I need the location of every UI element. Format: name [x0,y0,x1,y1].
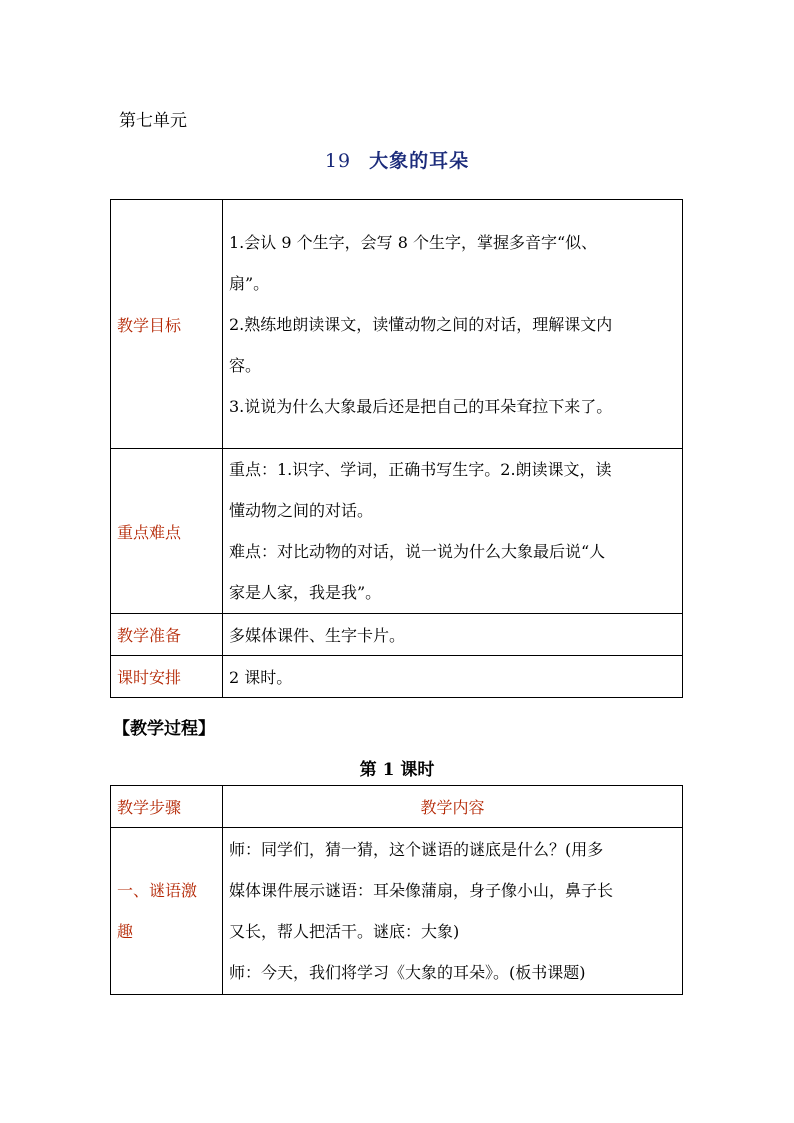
step-row [111,828,683,995]
key-points-label: 重点难点 [111,449,223,614]
goals-line: 2.熟练地朗读课文，读懂动物之间的对话，理解课文内 [229,314,613,334]
process-heading: 【教学过程】 [113,719,215,739]
schedule-label: 课时安排 [111,656,223,698]
lesson-number: 19 [324,150,352,172]
key-points-content [223,449,683,614]
step-content-line: 师：今天，我们将学习《大象的耳朵》。(板书课题) [229,963,586,982]
step-content [223,828,683,995]
preparation-label: 教学准备 [111,614,223,656]
goals-line: 扇”。 [229,273,270,293]
preparation-row [111,614,683,656]
content-column-header: 教学内容 [223,786,683,828]
overview-table [110,199,683,698]
key-line: 重点：1.识字、学词，正确书写生字。2.朗读课文，读 [229,460,612,479]
goals-row [111,200,683,449]
preparation-content: 多媒体课件、生字卡片。 [223,614,683,656]
step-content-line: 媒体课件展示谜语：耳朵像蒲扇，身子像小山，鼻子长 [229,881,614,900]
goals-content [223,200,683,449]
step-label-line: 趣 [117,922,134,941]
step-label [111,828,223,995]
lesson-title [0,146,794,173]
lesson-title-text: 大象的耳朵 [369,150,470,172]
goals-line: 3.说说为什么大象最后还是把自己的耳朵耷拉下来了。 [229,396,613,416]
schedule-row [111,656,683,698]
key-line: 难点：对比动物的对话，说一说为什么大象最后说“人 [229,542,606,561]
step-label-line: 一、谜语激 [117,881,198,900]
step-column-header: 教学步骤 [111,786,223,828]
goals-label: 教学目标 [111,200,223,449]
process-table [110,785,683,995]
unit-label: 第七单元 [119,111,187,131]
schedule-content: 2 课时。 [223,656,683,698]
key-points-row [111,449,683,614]
lesson-period-heading: 第 1 课时 [359,760,435,780]
goals-line: 容。 [229,355,262,375]
step-content-line: 师：同学们，猜一猜，这个谜语的谜底是什么？(用多 [229,840,604,859]
goals-line: 1.会认 9 个生字，会写 8 个生字，掌握多音字“似、 [229,232,598,252]
key-line: 家是人家，我是我”。 [229,583,382,602]
step-content-line: 又长，帮人把活干。谜底：大象) [229,922,460,941]
key-line: 懂动物之间的对话。 [229,501,374,520]
process-header-row [111,786,683,828]
